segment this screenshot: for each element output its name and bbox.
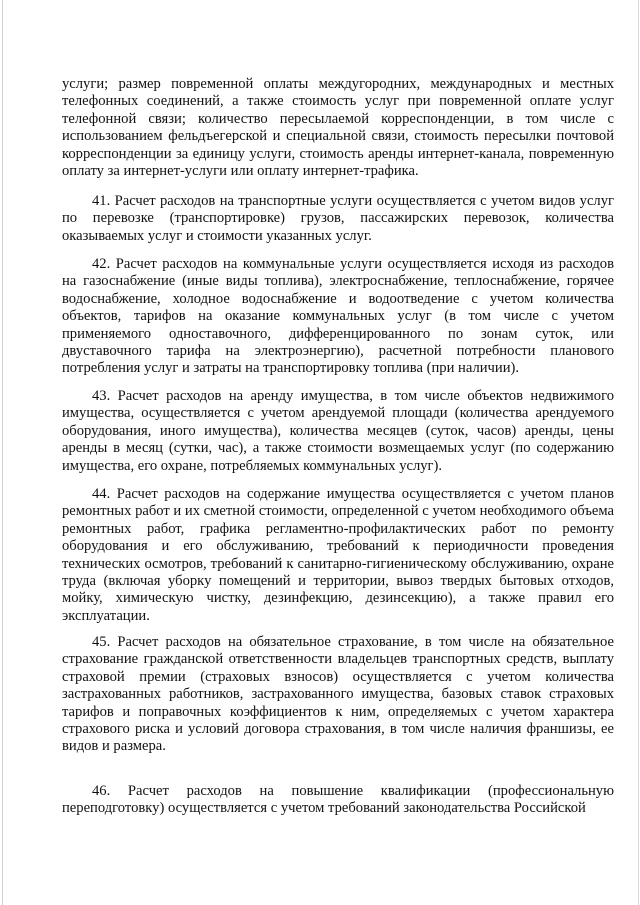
paragraph-41: 41. Расчет расходов на транспортные услуги осуществляется с учетом видов услуг по перевозке (транспортировке) грузов, пассажирских перевозок, количества оказываемых услуг и стоимости указанных услуг. (62, 193, 614, 244)
paragraph-46: 46. Расчет расходов на повышение квалификации (профессиональную переподготовку) осуществляется с учетом требований законодательства Российской (62, 783, 614, 817)
scan-edge-right (638, 0, 639, 905)
paragraph-44: 44. Расчет расходов на содержание имущества осуществляется с учетом планов ремонтных работ и их сметной стоимости, определенной с учетом необходимого объема ремонтных работ, графика регламентно-профилактических работ по ремонту оборудования и его обслуживанию, требований к периодичности проведения технических осмотров, требований к санитарно-гигиеническому обслуживанию, охране труда (включая уборку помещений и территории, вывоз твердых бытовых отходов, мойку, химическую чистку, дезинфекцию, дезинсекцию), а также правил его эксплуатации. (62, 486, 614, 624)
paragraph-43: 43. Расчет расходов на аренду имущества, в том числе объектов недвижимого имущества, осуществляется с учетом арендуемой площади (количества арендуемого оборудования, иного имущества), количества месяцев (суток, часов) аренды, цены аренды в месяц (сутки, час), а также стоимости возмещаемых услуг (по содержанию имущества, его охране, потребляемых коммунальных услуг). (62, 388, 614, 474)
paragraph-45: 45. Расчет расходов на обязательное страхование, в том числе на обязательное страхование гражданской ответственности владельцев транспортных средств, выплату страховой премии (страховых взносов) осуществляется с учетом количества застрахованных работников, застрахованного имущества, базовых ставок страховых тарифов и поправочных коэффициентов к ним, определяемых с учетом характера страхового риска и условий договора страхования, в том числе наличия франшизы, ее видов и размера. (62, 634, 614, 755)
paragraph-42: 42. Расчет расходов на коммунальные услуги осуществляется исходя из расходов на газоснабжение (иные виды топлива), электроснабжение, теплоснабжение, горячее водоснабжение, холодное водоснабжение и водоотведение с учетом количества объектов, тарифов на оказание коммунальных услуг (в том числе с учетом применяемого одноставочного, дифференцированного по зонам суток, или двуставочного тарифа на электроэнергию), расчетной потребности планового потребления услуг и затраты на транспортировку топлива (при наличии). (62, 256, 614, 377)
scan-edge-left (2, 0, 3, 905)
paragraph-40-continuation: услуги; размер повременной оплаты междугородних, международных и местных телефонных соединений, а также стоимость услуг при повременной оплате услуг телефонной связи; количество пересылаемой корреспонденции, в том числе с использованием фельдъегерской и специальной связи, стоимость пересылки почтовой корреспонденции за единицу услуги, стоимость аренды интернет-канала, повременную оплату за интернет-услуги или оплату интернет-трафика. (62, 76, 614, 180)
